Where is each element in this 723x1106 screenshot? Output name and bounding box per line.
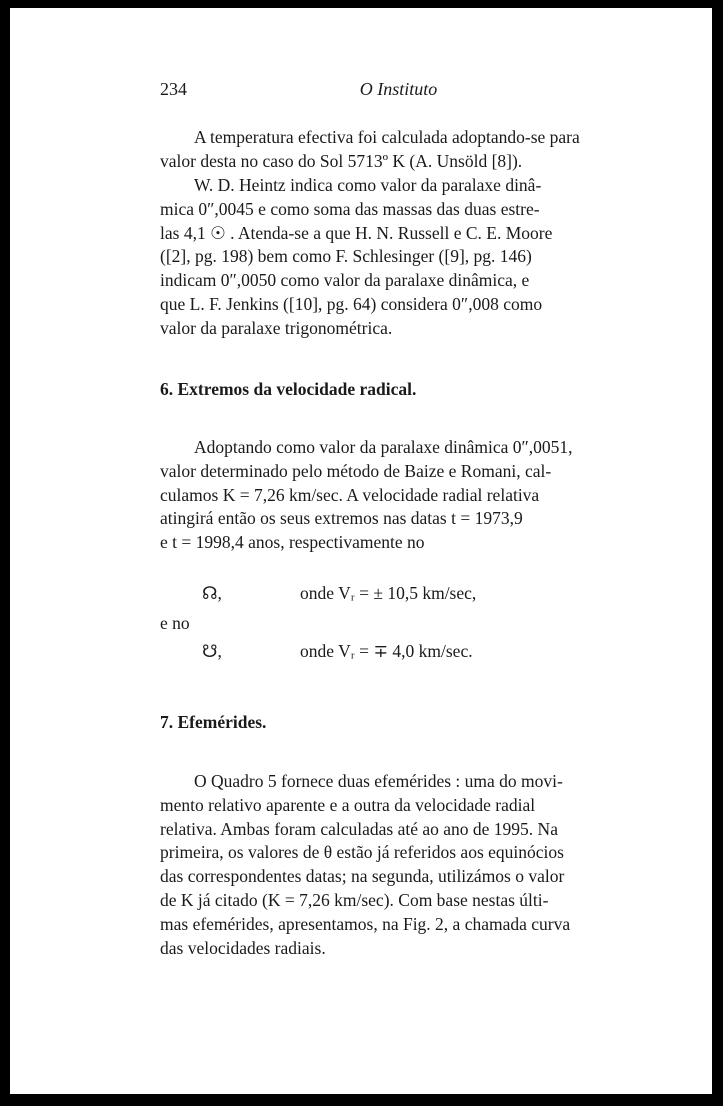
running-title: O Instituto <box>359 79 438 99</box>
text-line: indicam 0″,0050 como valor da paralaxe dinâmica, e <box>160 270 530 291</box>
paragraph-3 <box>160 436 637 555</box>
text-line: primeira, os valores de θ estão já referidos aos equinócios <box>160 842 564 863</box>
text-line: atingirá então os seus extremos nas datas t = 1973,9 <box>160 508 523 529</box>
text-line: mento relativo aparente e a outra da velocidade radial <box>160 794 536 815</box>
text-line: valor determinado pelo método de Baize e Romani, cal- <box>160 460 552 481</box>
ascending-node-symbol: ☊, <box>202 583 222 603</box>
descending-node-symbol: ☋, <box>202 641 222 661</box>
text-line: mas efemérides, apresentamos, na Fig. 2, a chamada curva <box>160 913 571 934</box>
paragraph-4 <box>160 770 637 960</box>
text-line: Adoptando como valor da paralaxe dinâmica 0″,0051, <box>194 437 573 457</box>
text-line: mica 0″,0045 e como soma das massas das duas estre- <box>160 198 540 219</box>
text-line: valor da paralaxe trigonométrica. <box>160 317 393 338</box>
page-number: 234 <box>160 79 187 99</box>
text-line: das correspondentes datas; na segunda, utilizámos o valor <box>160 866 565 887</box>
text-line: relativa. Ambas foram calculadas até ao ano de 1995. Na <box>160 818 558 839</box>
text-line: de K já citado (K = 7,26 km/sec). Com base nestas últi- <box>160 889 549 910</box>
text-line: las 4,1 ☉ . Atenda-se a que H. N. Russell e C. E. Moore <box>160 222 553 243</box>
text-line: das velocidades radiais. <box>160 937 326 958</box>
section-7-heading: 7. Efemérides. <box>160 712 267 732</box>
text-line: ([2], pg. 198) bem como F. Schlesinger ([9], pg. 146) <box>160 246 532 267</box>
text-line: O Quadro 5 fornece duas efemérides : uma do movi- <box>194 771 563 791</box>
e-no-text: e no <box>160 613 190 633</box>
text-line: valor desta no caso do Sol 5713º K (A. Unsöld [8]). <box>160 150 523 171</box>
text-line: culamos K = 7,26 km/sec. A velocidade radial relativa <box>160 484 540 505</box>
formula-text: onde Vᵣ = ∓ 4,0 km/sec. <box>300 641 473 661</box>
text-line: e t = 1998,4 anos, respectivamente no <box>160 532 425 553</box>
text-line: A temperatura efectiva foi calculada adoptando-se para <box>194 127 580 147</box>
page <box>10 8 712 1094</box>
text-line: W. D. Heintz indica como valor da paralaxe dinâ- <box>194 175 542 195</box>
paragraph-1 <box>160 126 637 174</box>
formula-text: onde Vᵣ = ± 10,5 km/sec, <box>300 583 477 603</box>
section-6-heading: 6. Extremos da velocidade radical. <box>160 379 417 399</box>
paragraph-2 <box>160 174 637 341</box>
text-line: que L. F. Jenkins ([10], pg. 64) considera 0″,008 como <box>160 293 543 314</box>
